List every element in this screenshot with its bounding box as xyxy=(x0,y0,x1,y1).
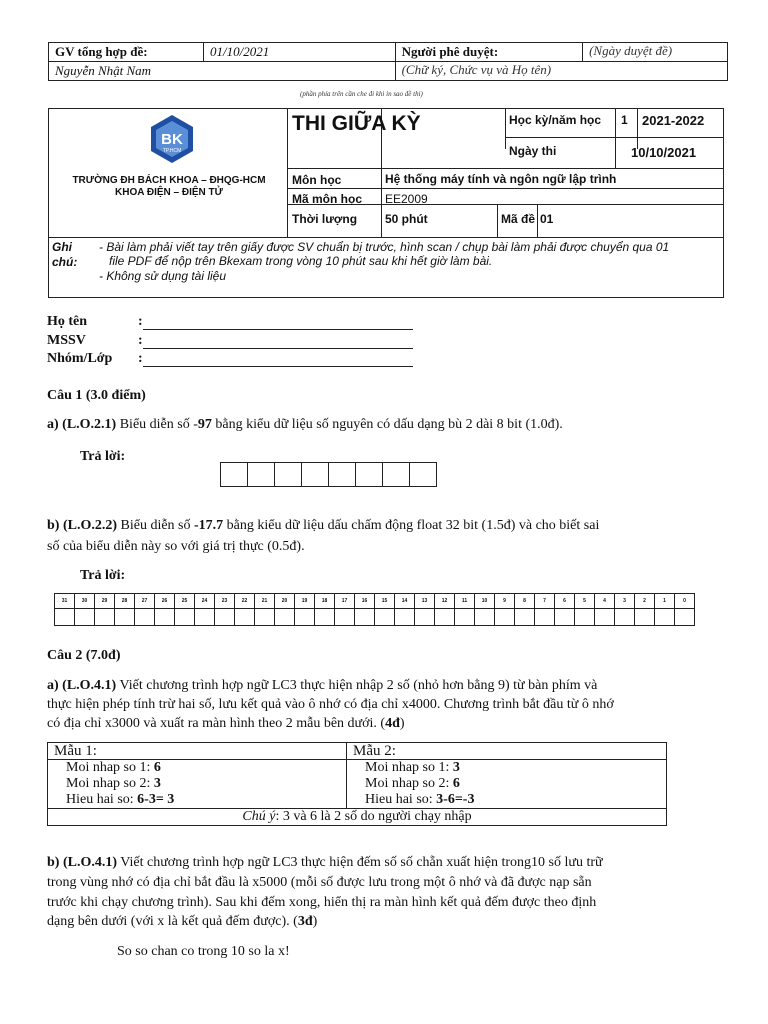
note-label-2: chú: xyxy=(52,255,78,269)
q2a-line3: có địa chỉ x3000 và xuất ra màn hình theo 2 mẫu bên dưới. (4đ) xyxy=(47,716,405,731)
q1a-text: a) (L.O.2.1) Biểu diễn số -97 bằng kiểu dữ liệu số nguyên có dấu dạng bù 2 dài 8 bit (1.0đ). xyxy=(47,417,563,432)
bit-index-label: 20 xyxy=(275,594,295,609)
bit-answer-cell[interactable] xyxy=(235,609,255,626)
author-name: Nguyễn Nhật Nam xyxy=(49,62,396,81)
colon: : xyxy=(138,314,143,329)
q1b-line1: b) (L.O.2.2) Biểu diễn số -17.7 bằng kiểu dữ liệu dấu chấm động float 32 bit (1.5đ) và cho biết sai xyxy=(47,518,600,533)
note-label-1: Ghi xyxy=(52,240,72,254)
bit-index-label: 23 xyxy=(215,594,235,609)
bit-index-label: 29 xyxy=(95,594,115,609)
bit-index-label: 14 xyxy=(395,594,415,609)
name-label: Họ tên xyxy=(47,314,88,329)
q2-title: Câu 2 (7.0đ) xyxy=(47,648,121,663)
date-label: Ngày thi xyxy=(509,144,557,158)
bit-index-label: 21 xyxy=(255,594,275,609)
bit-index-label: 24 xyxy=(195,594,215,609)
bit-answer-cell[interactable] xyxy=(415,609,435,626)
q2b-line2: trong vùng nhớ có địa chỉ bắt đầu là x5000 (mỗi số được lưu trong một ô nhớ và đã được nạp sẵn xyxy=(47,875,592,890)
bit-answer-cell[interactable] xyxy=(215,609,235,626)
float-bit-table[interactable] xyxy=(54,593,695,626)
bit-answer-cell[interactable] xyxy=(635,609,655,626)
bit-answer-cell[interactable] xyxy=(615,609,635,626)
bit-index-label: 9 xyxy=(495,594,515,609)
bit-index-label: 5 xyxy=(575,594,595,609)
bit-answer-cell[interactable] xyxy=(155,609,175,626)
bit-index-label: 28 xyxy=(115,594,135,609)
mssv-label: MSSV xyxy=(47,333,86,348)
q1b-answer-label: Trả lời: xyxy=(80,568,126,583)
colon: : xyxy=(138,333,143,348)
bit-box xyxy=(409,462,437,487)
bit-index-label: 4 xyxy=(595,594,615,609)
bit-answer-cell[interactable] xyxy=(575,609,595,626)
bit-answer-cell[interactable] xyxy=(295,609,315,626)
bit-index-label: 18 xyxy=(315,594,335,609)
gv-label: GV tổng hợp đề: xyxy=(49,43,204,62)
bit-index-label: 11 xyxy=(455,594,475,609)
bit-index-label: 6 xyxy=(555,594,575,609)
bk-logo xyxy=(147,113,197,163)
note-2: - Không sử dụng tài liệu xyxy=(99,269,227,283)
bit-index-label: 15 xyxy=(375,594,395,609)
q1-title: Câu 1 (3.0 điểm) xyxy=(47,388,146,403)
bit-answer-cell[interactable] xyxy=(655,609,675,626)
mssv-line[interactable] xyxy=(143,348,413,349)
q2b-line4: dạng bên dưới (với x là kết quả đếm được). (3đ) xyxy=(47,914,318,929)
bit-answer-cell[interactable] xyxy=(135,609,155,626)
bit-answer-cell[interactable] xyxy=(315,609,335,626)
bit-index-label: 2 xyxy=(635,594,655,609)
bit-answer-cell[interactable] xyxy=(275,609,295,626)
term-value: 1 xyxy=(621,113,628,127)
bit-answer-cell[interactable] xyxy=(195,609,215,626)
approver-label: Người phê duyệt: xyxy=(395,43,582,62)
exam-code-value: 01 xyxy=(540,212,554,226)
bit-answer-cell[interactable] xyxy=(675,609,695,626)
q1a-answer-label: Trả lời: xyxy=(80,449,126,464)
code-label: Mã môn học xyxy=(292,192,363,206)
school-line2: KHOA ĐIỆN – ĐIỆN TỬ xyxy=(115,187,223,198)
header-table xyxy=(48,42,728,81)
bit-answer-cell[interactable] xyxy=(335,609,355,626)
bit-index-label: 16 xyxy=(355,594,375,609)
duration-value: 50 phút xyxy=(385,212,428,226)
group-label: Nhóm/Lớp xyxy=(47,351,113,366)
bit-box xyxy=(274,462,302,487)
sample2-title: Mẫu 2: xyxy=(347,743,667,760)
cut-note: (phần phía trên cần che đi khi in sao đề thi) xyxy=(300,90,423,98)
note-1: - Bài làm phải viết tay trên giấy được SV chuẩn bị trước, hình scan / chụp bài làm phải được chuyển qua 01 xyxy=(99,240,670,254)
bit-index-label: 1 xyxy=(655,594,675,609)
approver-sign-note: (Chữ ký, Chức vụ và Họ tên) xyxy=(395,62,727,81)
header-date: 01/10/2021 xyxy=(204,43,396,62)
bit-answer-cell[interactable] xyxy=(55,609,75,626)
name-line[interactable] xyxy=(143,329,413,330)
q2b-line1: b) (L.O.4.1) Viết chương trình hợp ngữ LC3 thực hiện đếm số số chẵn xuất hiện trong10 số lưu trữ xyxy=(47,855,603,870)
sample1-body: Moi nhap so 1: 6 Moi nhap so 2: 3 Hieu hai so: 6-3= 3 xyxy=(48,760,347,809)
bit-index-label: 12 xyxy=(435,594,455,609)
bit-index-label: 27 xyxy=(135,594,155,609)
q2a-line2: thực hiện phép tính trừ hai số, lưu kết quả vào ô nhớ có địa chỉ x4000. Chương trình bắt đầu từ ô nhớ xyxy=(47,697,614,712)
year-value: 2021-2022 xyxy=(642,113,705,128)
bit-answer-cell[interactable] xyxy=(175,609,195,626)
bit-answer-cell[interactable] xyxy=(75,609,95,626)
bit-answer-cell[interactable] xyxy=(375,609,395,626)
bit-answer-cell[interactable] xyxy=(515,609,535,626)
exam-info-box xyxy=(48,108,724,298)
code-value: EE2009 xyxy=(385,192,428,206)
bit-index-label: 3 xyxy=(615,594,635,609)
bit-index-label: 13 xyxy=(415,594,435,609)
date-value: 10/10/2021 xyxy=(631,145,697,160)
bit-answer-cell[interactable] xyxy=(95,609,115,626)
q2b-output: So so chan co trong 10 so la x! xyxy=(117,944,290,959)
bit-index-label: 8 xyxy=(515,594,535,609)
bit-answer-cell[interactable] xyxy=(555,609,575,626)
sample1-title: Mẫu 1: xyxy=(48,743,347,760)
sample-table xyxy=(47,742,667,826)
school-line1: TRƯỜNG ĐH BÁCH KHOA – ĐHQG-HCM xyxy=(72,175,266,186)
term-label: Học kỳ/năm học xyxy=(509,113,602,127)
bit-index-label: 17 xyxy=(335,594,355,609)
bit-box xyxy=(328,462,356,487)
bit-answer-cell[interactable] xyxy=(475,609,495,626)
q1b-line2: số của biểu diễn này so với giá trị thực (0.5đ). xyxy=(47,539,305,554)
bit-answer-cell[interactable] xyxy=(355,609,375,626)
approver-note: (Ngày duyệt đề) xyxy=(583,43,728,62)
bit-index-label: 10 xyxy=(475,594,495,609)
bit-box xyxy=(355,462,383,487)
q2b-line3: trước khi chạy chương trình). Sau khi đếm xong, hiển thị ra màn hình kết quả đếm được theo định xyxy=(47,895,597,910)
bit-box xyxy=(382,462,410,487)
subject-value: Hệ thống máy tính và ngôn ngữ lập trình xyxy=(385,172,617,186)
bit-index-label: 0 xyxy=(675,594,695,609)
q2a-line1: a) (L.O.4.1) Viết chương trình hợp ngữ LC3 thực hiện nhập 2 số (nhỏ hơn bằng 9) từ bàn phím và xyxy=(47,678,598,693)
bit-index-label: 25 xyxy=(175,594,195,609)
bit-answer-cell[interactable] xyxy=(495,609,515,626)
bit-index-label: 7 xyxy=(535,594,555,609)
bit-index-label: 22 xyxy=(235,594,255,609)
colon: : xyxy=(138,351,143,366)
bit-box xyxy=(301,462,329,487)
bit-answer-cell[interactable] xyxy=(115,609,135,626)
bit-answer-cell[interactable] xyxy=(395,609,415,626)
subject-label: Môn học xyxy=(292,173,342,187)
svg-text:TP.HCM: TP.HCM xyxy=(162,148,182,154)
bit-answer-cell[interactable] xyxy=(455,609,475,626)
sample-note: Chú ý: 3 và 6 là 2 số do người chạy nhập xyxy=(48,809,667,826)
q1a-answer-boxes[interactable] xyxy=(221,462,437,487)
bit-answer-cell[interactable] xyxy=(435,609,455,626)
exam-code-label: Mã đề xyxy=(501,212,536,226)
bit-index-label: 26 xyxy=(155,594,175,609)
duration-label: Thời lượng xyxy=(292,212,358,226)
group-line[interactable] xyxy=(143,366,413,367)
bit-box xyxy=(220,462,248,487)
bit-box xyxy=(247,462,275,487)
bit-index-label: 19 xyxy=(295,594,315,609)
bit-answer-cell[interactable] xyxy=(535,609,555,626)
bit-index-label: 31 xyxy=(55,594,75,609)
bit-answer-cell[interactable] xyxy=(595,609,615,626)
sample2-body: Moi nhap so 1: 3 Moi nhap so 2: 6 Hieu hai so: 3-6=-3 xyxy=(347,760,667,809)
bit-index-label: 30 xyxy=(75,594,95,609)
note-1b: file PDF để nộp trên Bkexam trong vòng 10 phút sau khi hết giờ làm bài. xyxy=(109,254,493,268)
exam-title: THI GIỮA KỲ xyxy=(292,112,421,135)
bit-answer-cell[interactable] xyxy=(255,609,275,626)
svg-text:BK: BK xyxy=(161,131,183,148)
